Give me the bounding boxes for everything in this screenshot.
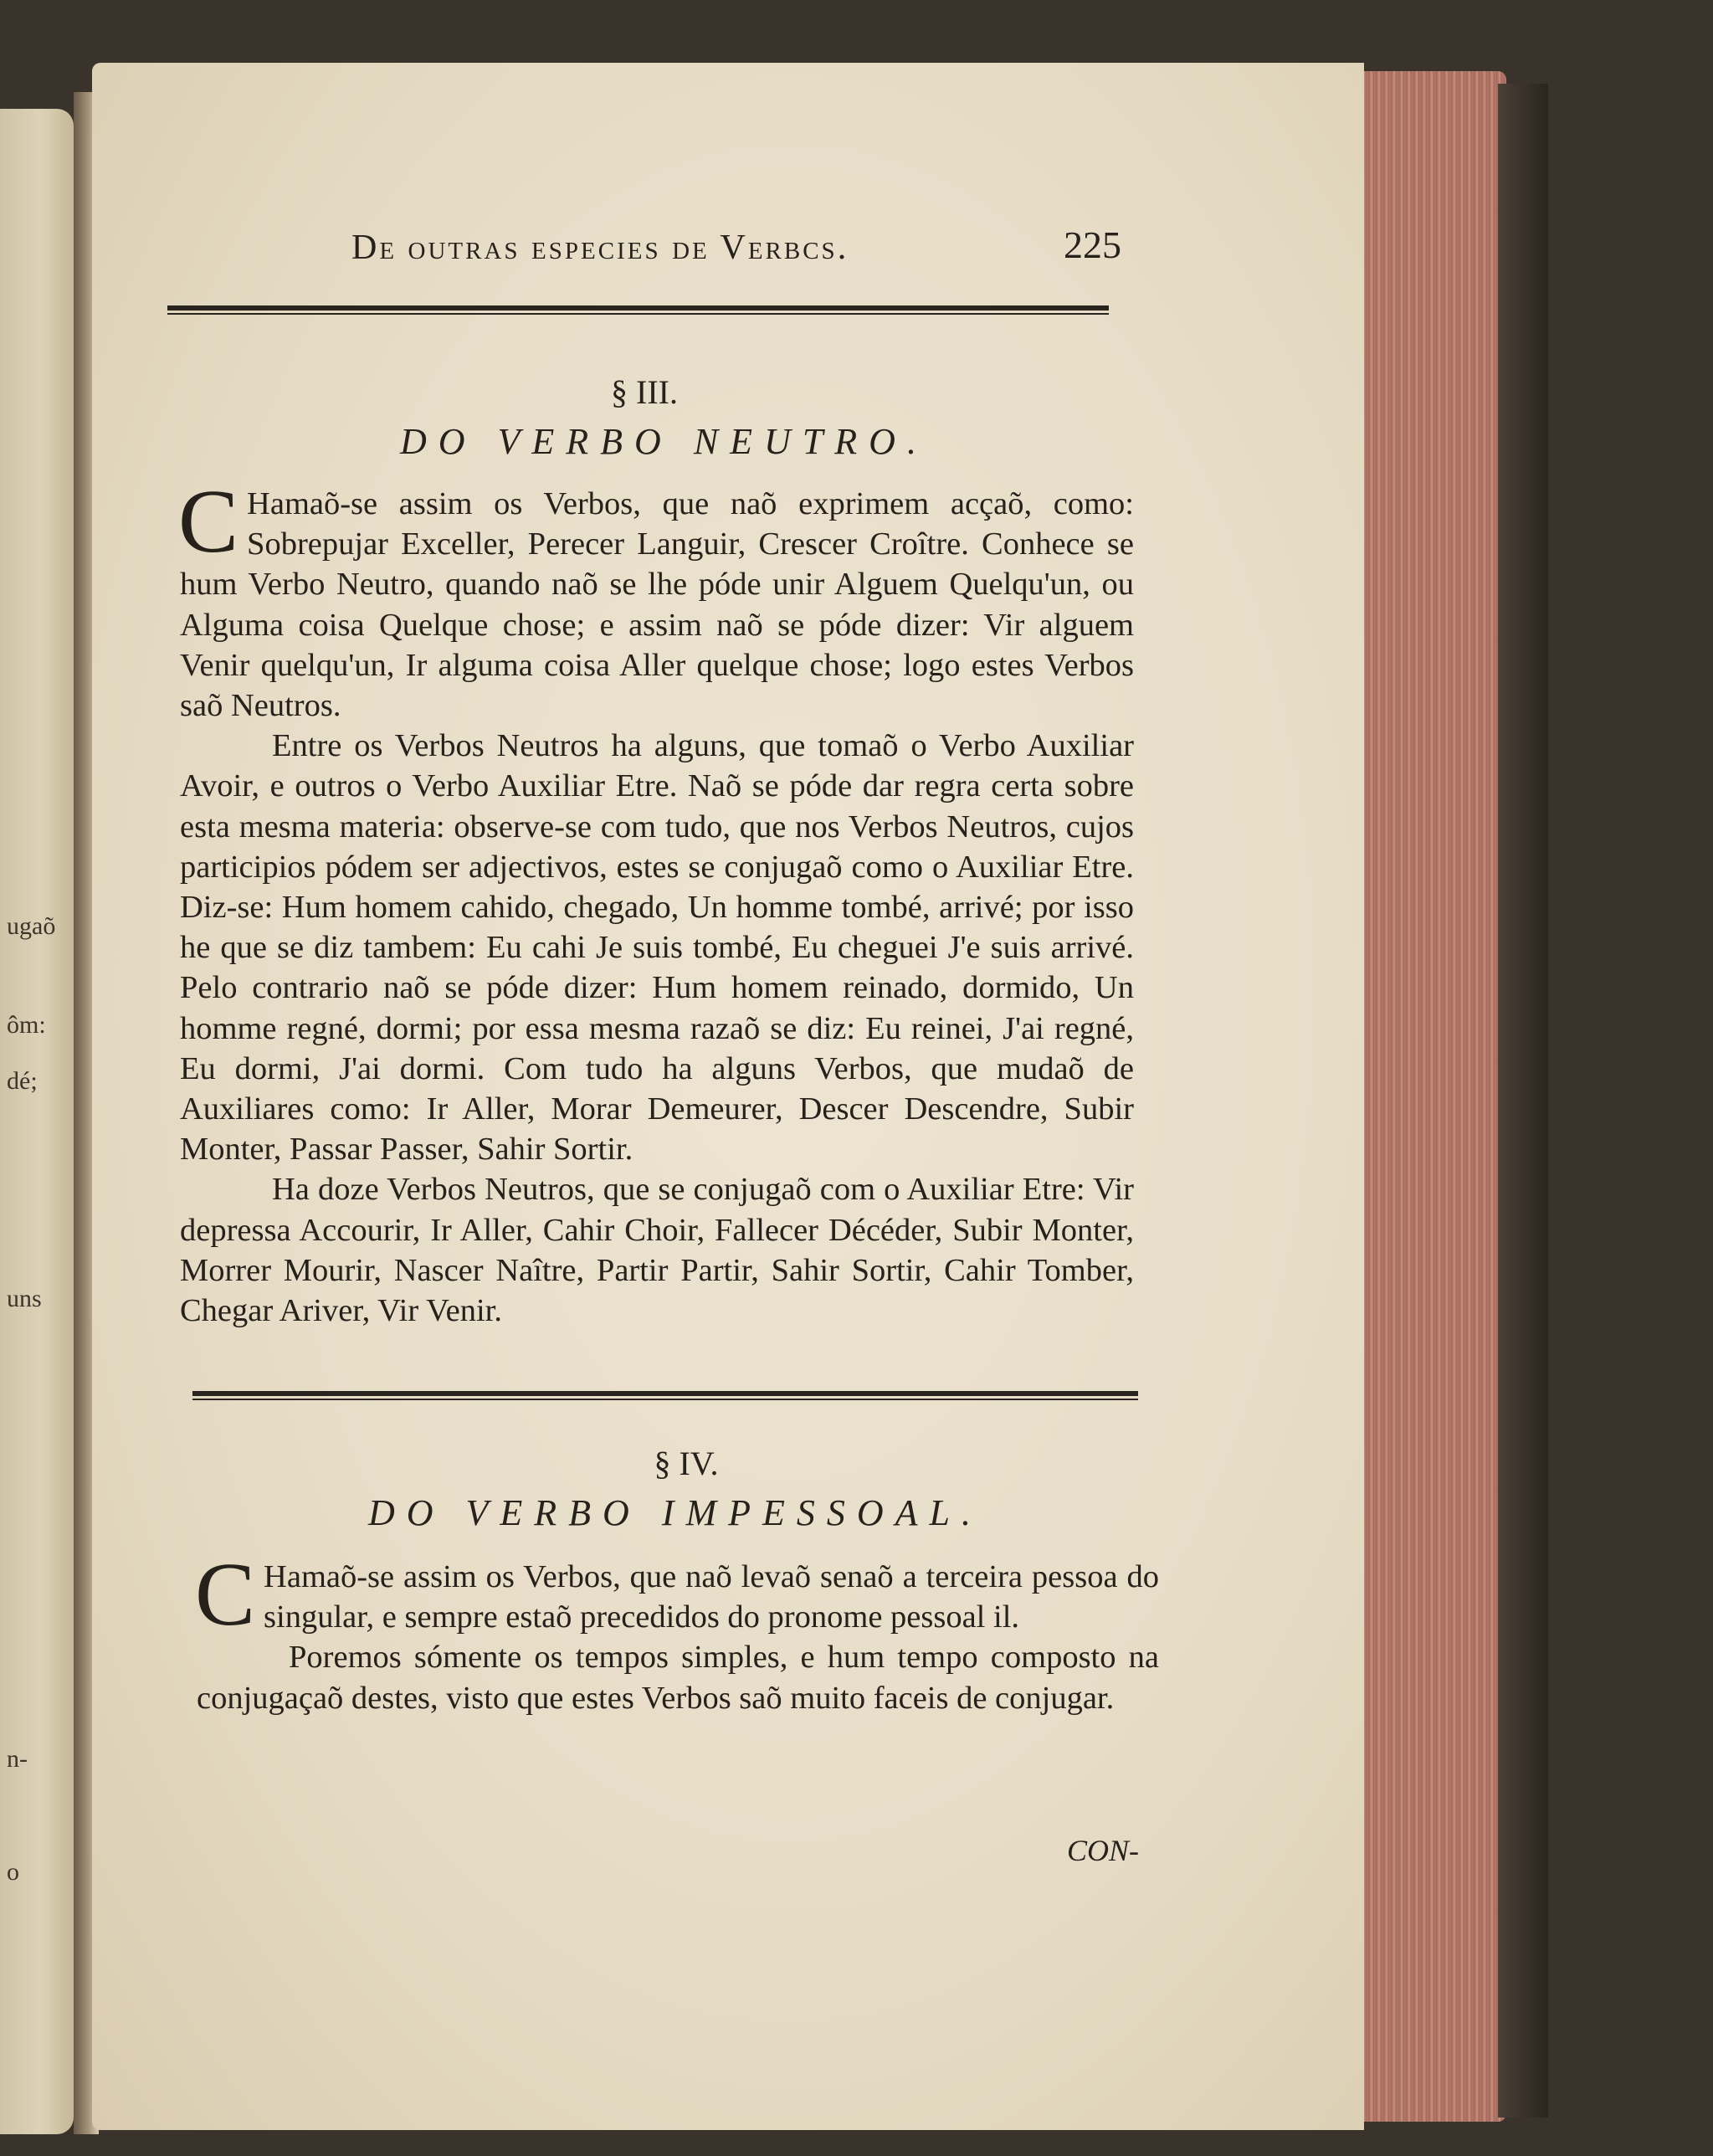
section-title: DO VERBO NEUTRO. [400,421,928,462]
section-body [178,472,1134,1331]
paragraph: C Hamaõ-se assim os Verbos, que naõ levaõ senaõ a terceira pessoa do singular, e sempre estaõ precedidos do pronome pessoal il. [195,1545,1159,1645]
paragraph: Ha doze Verbos Neutros, que se conjugaõ com o Auxiliar Etre: Vir depressa Accourir, Ir Aller, Cahir Choir, Fallecer Décéder, Subir Monter, Morrer Mourir, Nascer Naître, Partir Partir, Sahir Sortir, Cahir Tomber, Chegar Ariver, Vir Venir. [180,1172,1134,1329]
facing-page-edge [0,109,74,2134]
section-number: § III. [611,373,678,411]
drop-cap: C [178,472,239,572]
paragraph: Entre os Verbos Neutros ha alguns, que tomaõ o Verbo Auxiliar Avoir, e outros o Verbo Auxiliar Etre. Naõ se póde dar regra certa sobre esta mesma materia: observe-se com tudo, que nos Verbos Neutros, cujos participios pódem ser adjectivos, estes se conjugaõ como o Auxiliar Etre. Diz-se: Hum homem cahido, chegado, Un homme tombé, arrivé; por isso he que se diz tambem: Eu cahi Je suis tombé, Eu cheguei J'e suis arrivé. Pelo contrario naõ se póde dizer: Hum homem reinado, dormido, Un homme regné, dormi; por essa mesma razaõ se diz: Eu reinei, J'ai regné, Eu dormi, J'ai dormi. Com tudo ha alguns Verbos, que mudaõ de Auxiliares como: Ir Aller, Morar Demeurer, Descer Descendre, Subir Monter, Passar Passer, Sahir Sortir. [180,728,1134,1168]
section-body [195,1545,1159,1718]
facing-page-fragment: dé; [7,1067,38,1095]
section-title: DO VERBO IMPESSOAL. [368,1492,983,1533]
facing-page-fragment: ugaõ [7,912,56,940]
facing-page-fragment: n- [7,1745,28,1773]
book-cover-edge [1498,84,1548,2118]
paragraph: C Hamaõ-se assim os Verbos, que naõ exprimem acçaõ, como: Sobrepujar Exceller, Perecer Languir, Crescer Croître. Conhece se hum Verbo Neutro, quando naõ se lhe póde unir Alguem Quelqu'un, ou Alguma coisa Quelque chose; e assim naõ se póde dizer: Vir alguem Venir quelqu'un, Ir alguma coisa Aller quelque chose; logo estes Verbos saõ Neutros. [178,472,1134,724]
drop-cap: C [195,1545,256,1645]
paragraph: Poremos sómente os tempos simples, e hum tempo composto na conjugaçaõ destes, visto que estes Verbos saõ muito faceis de conjugar. [197,1640,1159,1716]
facing-page-fragment: ôm: [7,1011,46,1039]
facing-page-fragment: o [7,1858,19,1886]
section-number: § IV. [654,1445,719,1482]
section-divider [167,305,1109,315]
page-block-edge [1351,71,1506,2122]
facing-page-fragment: uns [7,1285,42,1312]
running-title: De outras especies de Verbcs. [351,228,849,267]
catchword: CON- [1067,1834,1140,1867]
section-divider [192,1391,1138,1400]
page-header [351,223,1121,278]
page-number: 225 [1064,223,1121,266]
